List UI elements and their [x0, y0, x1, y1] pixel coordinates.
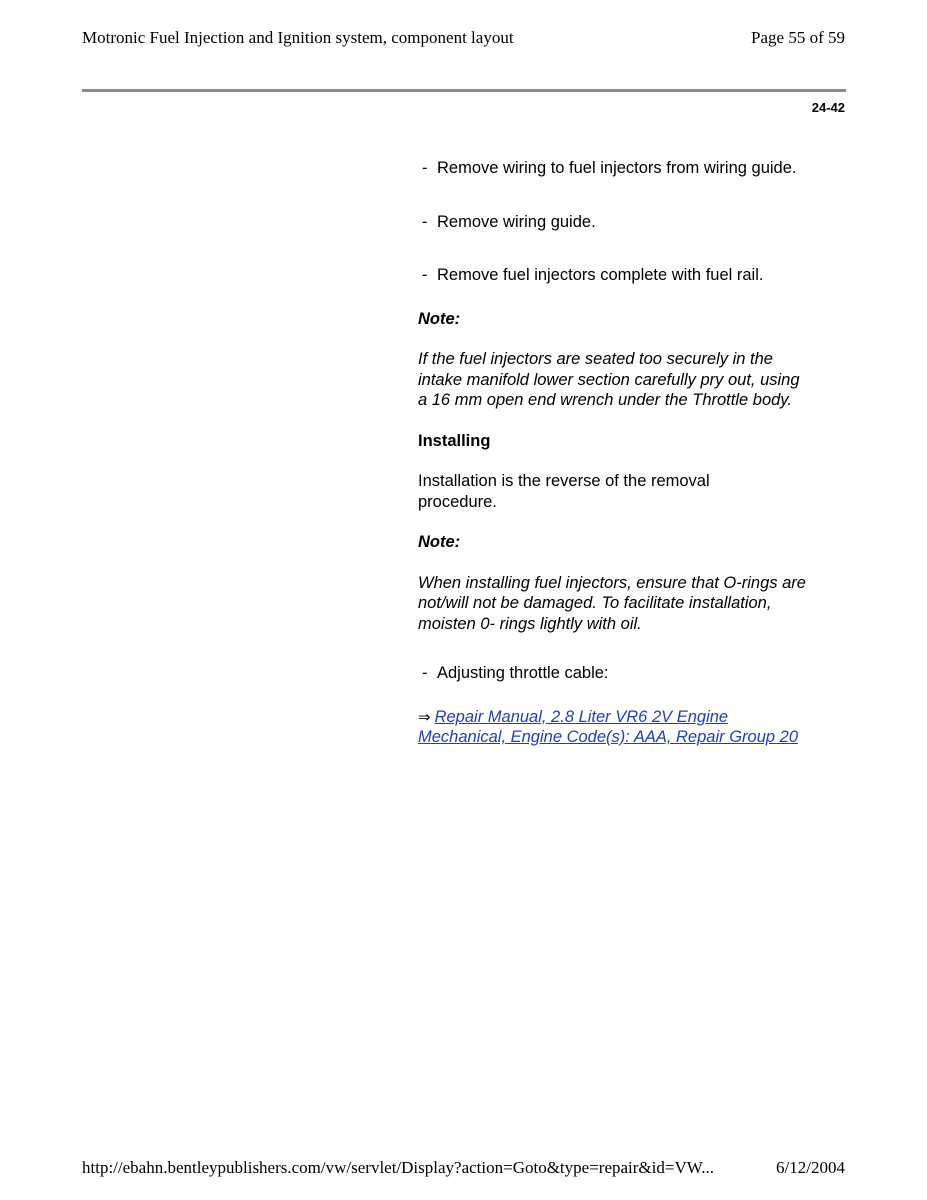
- note-text: If the fuel injectors are seated too securely in the intake manifold lower section carefully pry out, using a 16 mm open end wrench under the Throttle body.: [418, 350, 800, 409]
- step-text: Remove wiring to fuel injectors from wiring guide.: [437, 159, 797, 177]
- header-divider: [82, 89, 846, 92]
- step-marker: -: [422, 664, 428, 682]
- document-title: Motronic Fuel Injection and Ignition system, component layout: [82, 28, 514, 47]
- note-text: When installing fuel injectors, ensure that O-rings are not/will not be damaged. To facilitate installation, moisten 0- rings lightly with oil.: [418, 573, 806, 633]
- step-item: [418, 265, 828, 286]
- repair-manual-reference: [418, 707, 818, 748]
- step-marker: -: [422, 159, 428, 177]
- arrow-right-icon: ⇒: [418, 707, 431, 726]
- step-text: Adjusting throttle cable:: [437, 664, 609, 682]
- step-text: Remove wiring guide.: [437, 212, 596, 231]
- repair-manual-link[interactable]: Repair Manual, 2.8 Liter VR6 2V Engine Mechanical, Engine Code(s): AAA, Repair Group 20: [418, 707, 798, 746]
- note-heading: Note:: [418, 309, 461, 328]
- section-number: 24-42: [811, 100, 845, 115]
- step-marker: -: [422, 212, 428, 231]
- step-text: Remove fuel injectors complete with fuel rail.: [437, 266, 764, 284]
- source-url: http://ebahn.bentleypublishers.com/vw/servlet/Display?action=Goto&type=repair&id=VW...: [82, 1158, 714, 1177]
- step-item: [418, 663, 828, 684]
- installing-heading: Installing: [418, 431, 491, 450]
- print-date: 6/12/2004: [776, 1158, 845, 1177]
- step-item: [418, 212, 828, 233]
- installing-text: Installation is the reverse of the removal procedure.: [418, 472, 710, 511]
- note-heading: Note:: [418, 533, 461, 551]
- step-item: [418, 158, 802, 179]
- step-marker: -: [422, 266, 428, 284]
- procedure-content: [418, 158, 828, 748]
- page-number: Page 55 of 59: [751, 28, 845, 47]
